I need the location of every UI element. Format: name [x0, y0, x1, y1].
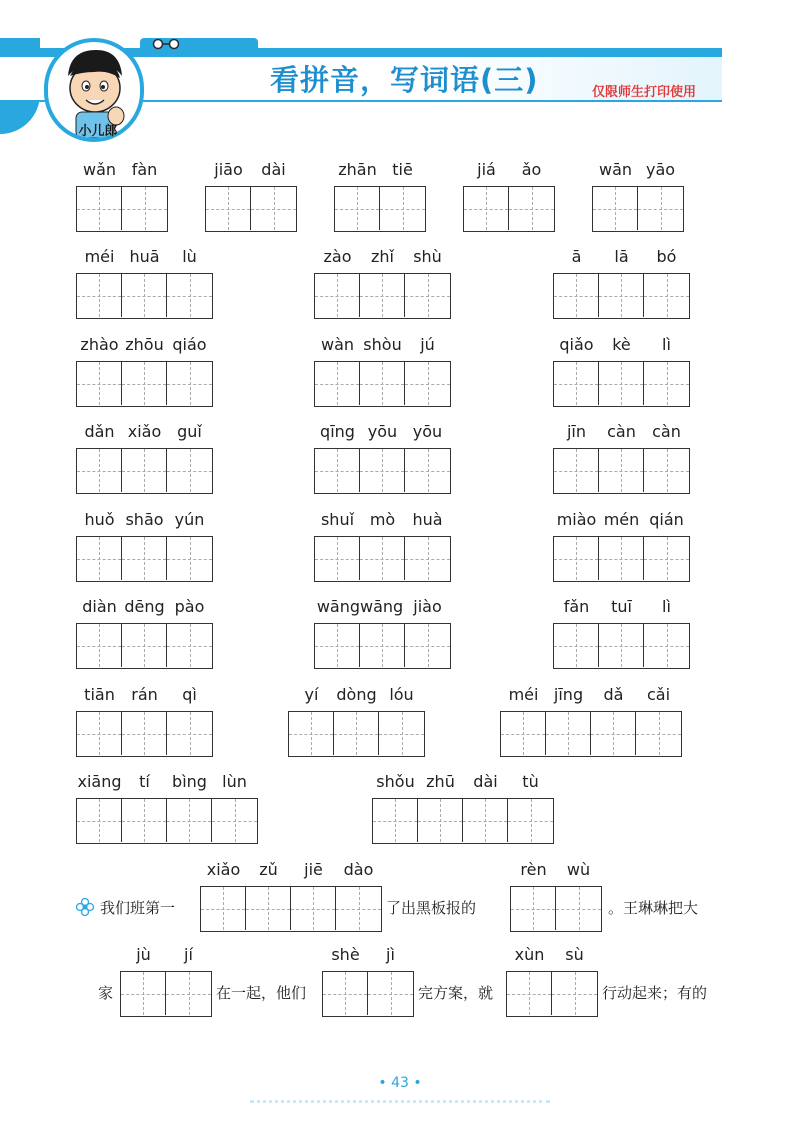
pinyin-syllable: qián	[649, 510, 684, 529]
tianzige-cell[interactable]	[644, 449, 689, 492]
pinyin-syllable: bìng	[172, 772, 207, 791]
pinyin-syllable: mò	[369, 510, 396, 529]
tianzige-cell[interactable]	[77, 712, 122, 755]
footer-decoration	[250, 1100, 550, 1107]
tianzige-cell[interactable]	[167, 274, 212, 317]
glasses-icon	[150, 38, 184, 50]
pinyin-syllable: yōu	[412, 422, 443, 441]
pinyin-syllable: guǐ	[177, 422, 202, 441]
tianzige-cell[interactable]	[122, 537, 167, 580]
tianzige-cell[interactable]	[166, 972, 211, 1015]
tianzige-cell[interactable]	[405, 274, 450, 317]
pinyin-syllable: pào	[174, 597, 205, 616]
tianzige-cell[interactable]	[599, 537, 644, 580]
writing-box-row	[76, 711, 213, 757]
tianzige-cell[interactable]	[556, 887, 601, 930]
tianzige-cell[interactable]	[122, 187, 167, 230]
pinyin-syllable: shǒu	[376, 772, 415, 791]
writing-box-row	[205, 186, 297, 232]
writing-box-row	[200, 886, 382, 932]
tianzige-cell[interactable]	[463, 799, 508, 842]
tianzige-cell[interactable]	[464, 187, 509, 230]
tianzige-cell[interactable]	[167, 537, 212, 580]
pinyin-syllable: xiǎo	[206, 860, 241, 879]
writing-box-row	[314, 623, 451, 669]
pinyin-syllable: tiē	[392, 160, 413, 179]
tianzige-cell[interactable]	[122, 624, 167, 667]
tianzige-cell[interactable]	[379, 712, 424, 755]
pinyin-syllable: shāo	[125, 510, 164, 529]
tianzige-cell[interactable]	[167, 799, 212, 842]
page-title: 看拼音，写词语(三)	[270, 63, 539, 97]
pinyin-syllable: mén	[603, 510, 640, 529]
pinyin-syllable: shù	[413, 247, 442, 266]
tianzige-cell[interactable]	[418, 799, 463, 842]
tianzige-cell[interactable]	[122, 799, 167, 842]
tianzige-cell[interactable]	[291, 887, 336, 930]
tianzige-cell[interactable]	[368, 972, 413, 1015]
tianzige-cell[interactable]	[167, 449, 212, 492]
tianzige-cell[interactable]	[554, 537, 599, 580]
tianzige-cell[interactable]	[335, 187, 380, 230]
tianzige-cell[interactable]	[405, 362, 450, 405]
pinyin-syllable: cǎi	[646, 685, 671, 704]
pinyin-syllable: dào	[343, 860, 374, 879]
pinyin-syllable: lì	[662, 597, 671, 616]
pinyin-syllable: huā	[129, 247, 160, 266]
writing-box-row	[76, 186, 168, 232]
writing-box-row	[334, 186, 426, 232]
writing-box-row	[372, 798, 554, 844]
pinyin-syllable: qì	[182, 685, 197, 704]
pinyin-syllable: diàn	[82, 597, 117, 616]
pinyin-syllable: sù	[565, 945, 584, 964]
tianzige-cell[interactable]	[323, 972, 368, 1015]
pinyin-syllable: yí	[304, 685, 319, 704]
tianzige-cell[interactable]	[636, 712, 681, 755]
sentence-text: 。王琳琳把大	[608, 899, 699, 917]
tianzige-cell[interactable]	[360, 624, 405, 667]
pinyin-syllable: jīng	[553, 685, 584, 704]
pinyin-syllable: jīn	[566, 422, 587, 441]
writing-box-row	[322, 971, 414, 1017]
tianzige-cell[interactable]	[554, 274, 599, 317]
pinyin-syllable: tiān	[84, 685, 115, 704]
pinyin-syllable: yāo	[645, 160, 676, 179]
tianzige-cell[interactable]	[315, 362, 360, 405]
writing-box-row	[510, 886, 602, 932]
pinyin-syllable: lù	[182, 247, 197, 266]
tianzige-cell[interactable]	[507, 972, 552, 1015]
tianzige-cell[interactable]	[336, 887, 381, 930]
pinyin-syllable: xùn	[514, 945, 545, 964]
sentence-text: 完方案，就	[418, 984, 494, 1002]
pinyin-syllable: tí	[139, 772, 150, 791]
pinyin-syllable: zhān	[338, 160, 377, 179]
tianzige-cell[interactable]	[77, 187, 122, 230]
pinyin-syllable: dǎn	[84, 422, 115, 441]
writing-box-row	[553, 273, 690, 319]
sentence-text: 在一起，他们	[216, 984, 307, 1002]
tianzige-cell[interactable]	[644, 362, 689, 405]
page-number: • 43 •	[378, 1075, 422, 1091]
writing-box-row	[76, 623, 213, 669]
writing-box-row	[314, 361, 451, 407]
tianzige-cell[interactable]	[246, 887, 291, 930]
writing-box-row	[553, 448, 690, 494]
tianzige-cell[interactable]	[554, 624, 599, 667]
pinyin-syllable: jù	[136, 945, 151, 964]
pinyin-syllable: tuī	[611, 597, 632, 616]
tianzige-cell[interactable]	[599, 274, 644, 317]
pinyin-syllable: lā	[614, 247, 629, 266]
tianzige-cell[interactable]	[77, 449, 122, 492]
pinyin-syllable: zhǐ	[371, 247, 394, 266]
pinyin-syllable: jiá	[477, 160, 496, 179]
pinyin-syllable: jiāo	[214, 160, 243, 179]
pinyin-syllable: zào	[323, 247, 352, 266]
tianzige-cell[interactable]	[167, 624, 212, 667]
pinyin-syllable: càn	[607, 422, 636, 441]
tianzige-cell[interactable]	[315, 274, 360, 317]
pinyin-syllable: huǒ	[84, 510, 115, 529]
tianzige-cell[interactable]	[167, 362, 212, 405]
pinyin-syllable: jiē	[304, 860, 323, 879]
pinyin-syllable: xiǎo	[127, 422, 162, 441]
tianzige-cell[interactable]	[206, 187, 251, 230]
pinyin-syllable: wàn	[320, 335, 355, 354]
tianzige-cell[interactable]	[405, 537, 450, 580]
tianzige-cell[interactable]	[334, 712, 379, 755]
tianzige-cell[interactable]	[638, 187, 683, 230]
tianzige-cell[interactable]	[593, 187, 638, 230]
pinyin-syllable: rán	[131, 685, 158, 704]
sentence-text: 家	[98, 984, 114, 1002]
pinyin-syllable: ā	[571, 247, 582, 266]
tianzige-cell[interactable]	[201, 887, 246, 930]
tianzige-cell[interactable]	[380, 187, 425, 230]
tianzige-cell[interactable]	[644, 274, 689, 317]
flower-icon	[76, 898, 94, 916]
pinyin-syllable: càn	[652, 422, 681, 441]
tianzige-cell[interactable]	[599, 449, 644, 492]
pinyin-syllable: yōu	[367, 422, 398, 441]
writing-box-row	[592, 186, 684, 232]
writing-box-row	[500, 711, 682, 757]
pinyin-syllable: xiāng	[77, 772, 122, 791]
pinyin-syllable: wāngwāng	[316, 597, 404, 616]
tianzige-cell[interactable]	[122, 449, 167, 492]
pinyin-syllable: miào	[556, 510, 597, 529]
writing-box-row	[76, 273, 213, 319]
tianzige-cell[interactable]	[167, 712, 212, 755]
writing-box-row	[553, 536, 690, 582]
tianzige-cell[interactable]	[360, 449, 405, 492]
pinyin-syllable: dài	[261, 160, 286, 179]
mascot-label: 小儿郎	[78, 124, 118, 139]
tianzige-cell[interactable]	[509, 187, 554, 230]
pinyin-syllable: huà	[412, 510, 443, 529]
writing-box-row	[76, 536, 213, 582]
tianzige-cell[interactable]	[251, 187, 296, 230]
pinyin-syllable: jiào	[413, 597, 442, 616]
tianzige-cell[interactable]	[546, 712, 591, 755]
tianzige-cell[interactable]	[360, 537, 405, 580]
tianzige-cell[interactable]	[644, 537, 689, 580]
tianzige-cell[interactable]	[122, 274, 167, 317]
pinyin-syllable: méi	[84, 247, 115, 266]
tianzige-cell[interactable]	[508, 799, 553, 842]
pinyin-syllable: zhū	[426, 772, 455, 791]
tianzige-cell[interactable]	[599, 624, 644, 667]
pinyin-syllable: dēng	[124, 597, 165, 616]
pinyin-syllable: qīng	[320, 422, 355, 441]
tianzige-cell[interactable]	[121, 972, 166, 1015]
tianzige-cell[interactable]	[373, 799, 418, 842]
writing-box-row	[288, 711, 425, 757]
tianzige-cell[interactable]	[360, 362, 405, 405]
pinyin-syllable: dòng	[336, 685, 377, 704]
usage-note: 仅限师生打印使用	[592, 85, 697, 100]
tianzige-cell[interactable]	[77, 362, 122, 405]
writing-box-row	[76, 361, 213, 407]
tianzige-cell[interactable]	[554, 362, 599, 405]
writing-box-row	[314, 273, 451, 319]
tianzige-cell[interactable]	[77, 274, 122, 317]
pinyin-syllable: jì	[386, 945, 395, 964]
writing-box-row	[463, 186, 555, 232]
pinyin-syllable: jú	[420, 335, 435, 354]
pinyin-syllable: ǎo	[521, 160, 542, 179]
tianzige-cell[interactable]	[591, 712, 636, 755]
pinyin-syllable: wān	[598, 160, 633, 179]
writing-box-row	[314, 448, 451, 494]
pinyin-syllable: kè	[612, 335, 631, 354]
pinyin-syllable: qiáo	[172, 335, 207, 354]
pinyin-syllable: rèn	[520, 860, 547, 879]
pinyin-syllable: shuǐ	[320, 510, 355, 529]
tianzige-cell[interactable]	[644, 624, 689, 667]
pinyin-syllable: tù	[522, 772, 539, 791]
pinyin-syllable: fàn	[131, 160, 158, 179]
pinyin-syllable: wǎn	[82, 160, 117, 179]
tianzige-cell[interactable]	[212, 799, 257, 842]
pinyin-syllable: fǎn	[563, 597, 590, 616]
writing-box-row	[553, 623, 690, 669]
pinyin-syllable: lì	[662, 335, 671, 354]
tianzige-cell[interactable]	[511, 887, 556, 930]
writing-box-row	[506, 971, 598, 1017]
writing-box-row	[553, 361, 690, 407]
pinyin-syllable: lóu	[389, 685, 414, 704]
pinyin-syllable: dǎ	[603, 685, 624, 704]
tianzige-cell[interactable]	[315, 624, 360, 667]
tianzige-cell[interactable]	[405, 449, 450, 492]
tianzige-cell[interactable]	[554, 449, 599, 492]
tianzige-cell[interactable]	[405, 624, 450, 667]
writing-box-row	[120, 971, 212, 1017]
tianzige-cell[interactable]	[122, 362, 167, 405]
sentence-text: 我们班第一	[100, 899, 176, 917]
pinyin-syllable: jí	[184, 945, 193, 964]
tianzige-cell[interactable]	[599, 362, 644, 405]
tianzige-cell[interactable]	[122, 712, 167, 755]
pinyin-syllable: shòu	[363, 335, 402, 354]
pinyin-syllable: shè	[331, 945, 360, 964]
pinyin-syllable: zhào	[80, 335, 119, 354]
tianzige-cell[interactable]	[289, 712, 334, 755]
tianzige-cell[interactable]	[315, 449, 360, 492]
writing-box-row	[76, 798, 258, 844]
tianzige-cell[interactable]	[77, 537, 122, 580]
pinyin-syllable: bó	[656, 247, 677, 266]
tianzige-cell[interactable]	[315, 537, 360, 580]
sentence-text: 了出黑板报的	[386, 899, 477, 917]
writing-box-row	[314, 536, 451, 582]
pinyin-syllable: lùn	[222, 772, 247, 791]
tianzige-cell[interactable]	[77, 624, 122, 667]
pinyin-syllable: qiǎo	[559, 335, 594, 354]
tianzige-cell[interactable]	[77, 799, 122, 842]
tianzige-cell[interactable]	[552, 972, 597, 1015]
writing-box-row	[76, 448, 213, 494]
pinyin-syllable: zhōu	[125, 335, 164, 354]
pinyin-syllable: zǔ	[259, 860, 278, 879]
pinyin-syllable: wù	[566, 860, 591, 879]
pinyin-syllable: dài	[473, 772, 498, 791]
tianzige-cell[interactable]	[501, 712, 546, 755]
pinyin-syllable: yún	[174, 510, 205, 529]
tianzige-cell[interactable]	[360, 274, 405, 317]
pinyin-syllable: méi	[508, 685, 539, 704]
sentence-text: 行动起来；有的	[602, 984, 708, 1002]
